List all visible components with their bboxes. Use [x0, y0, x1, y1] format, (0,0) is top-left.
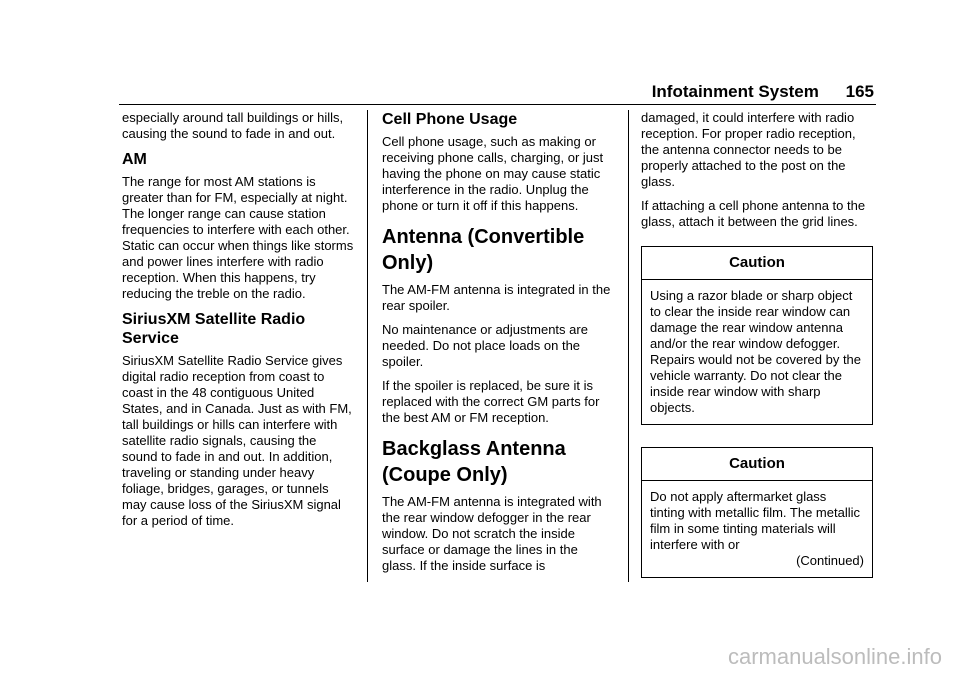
caution-box [641, 447, 873, 578]
caution-body [642, 481, 872, 577]
paragraph: Cell phone usage, such as making or receiving phone calls, charging, or just having the phone on may cause static interference in the radio. Unplug the phone or turn it off if this happens. [382, 134, 604, 213]
heading-cell-phone: Cell Phone Usage [382, 111, 518, 128]
column-3 [641, 110, 873, 600]
heading-siriusxm: SiriusXM Satellite Radio Service [122, 311, 306, 347]
watermark: carmanualsonline.info [727, 644, 942, 669]
heading-antenna: Antenna (Convertible Only) [382, 226, 585, 274]
caution-title: Caution [642, 448, 872, 481]
heading-backglass-antenna: Backglass Antenna (Coupe Only) [382, 438, 566, 486]
paragraph: The AM-FM antenna is integrated in the rear spoiler. [382, 282, 611, 313]
page-number: 165 [845, 82, 874, 101]
paragraph: especially around tall buildings or hills, causing the sound to fade in and out. [122, 110, 344, 141]
page-header [652, 82, 874, 102]
paragraph: damaged, it could interfere with radio reception. For proper radio reception, the antenna connector needs to be properly attached to the post on the glass. [641, 110, 856, 189]
column-1 [122, 110, 354, 537]
caution-body: Using a razor blade or sharp object to clear the inside rear window can damage the rear window antenna and/or the rear window defogger. Repairs would not be covered by the vehicle warranty. Do not clear the inside rear window with sharp objects. [650, 288, 862, 415]
header-rule [119, 104, 876, 105]
paragraph: The range for most AM stations is greater than for FM, especially at night. The longer range can cause station frequencies to interfere with each other. Static can occur when things like storms and power lines interfere with radio reception. When this happens, try reducing the treble on the radio. [122, 174, 354, 301]
column-2 [382, 110, 614, 582]
heading-am: AM [122, 151, 147, 168]
column-divider [628, 110, 629, 582]
paragraph: If the spoiler is replaced, be sure it is replaced with the correct GM parts for the best AM or FM reception. [382, 378, 600, 425]
continued-label: (Continued) [796, 553, 864, 568]
paragraph: SiriusXM Satellite Radio Service gives digital radio reception from coast to coast in the 48 contiguous United States, and in Canada. Just as with FM, tall buildings or hills can interfere with satellite radio signals, causing the sound to fade in and out. In addition, traveling or standing under heavy foliage, bridges, garages, or tunnels may cause loss of the SiriusXM signal for a period of time. [122, 353, 352, 528]
caution-text: Do not apply aftermarket glass tinting with metallic film. The metallic film in some tinting materials will interfere with or [650, 489, 860, 552]
section-title: Infotainment System [651, 82, 819, 101]
caution-box [641, 246, 873, 425]
paragraph: If attaching a cell phone antenna to the glass, attach it between the grid lines. [641, 198, 866, 229]
paragraph: No maintenance or adjustments are needed. Do not place loads on the spoiler. [382, 322, 588, 369]
paragraph: The AM-FM antenna is integrated with the rear window defogger in the rear window. Do not scratch the inside surface or damage the lines in the glass. If the inside surface is [382, 494, 602, 573]
column-divider [367, 110, 368, 582]
caution-title: Caution [642, 247, 872, 280]
